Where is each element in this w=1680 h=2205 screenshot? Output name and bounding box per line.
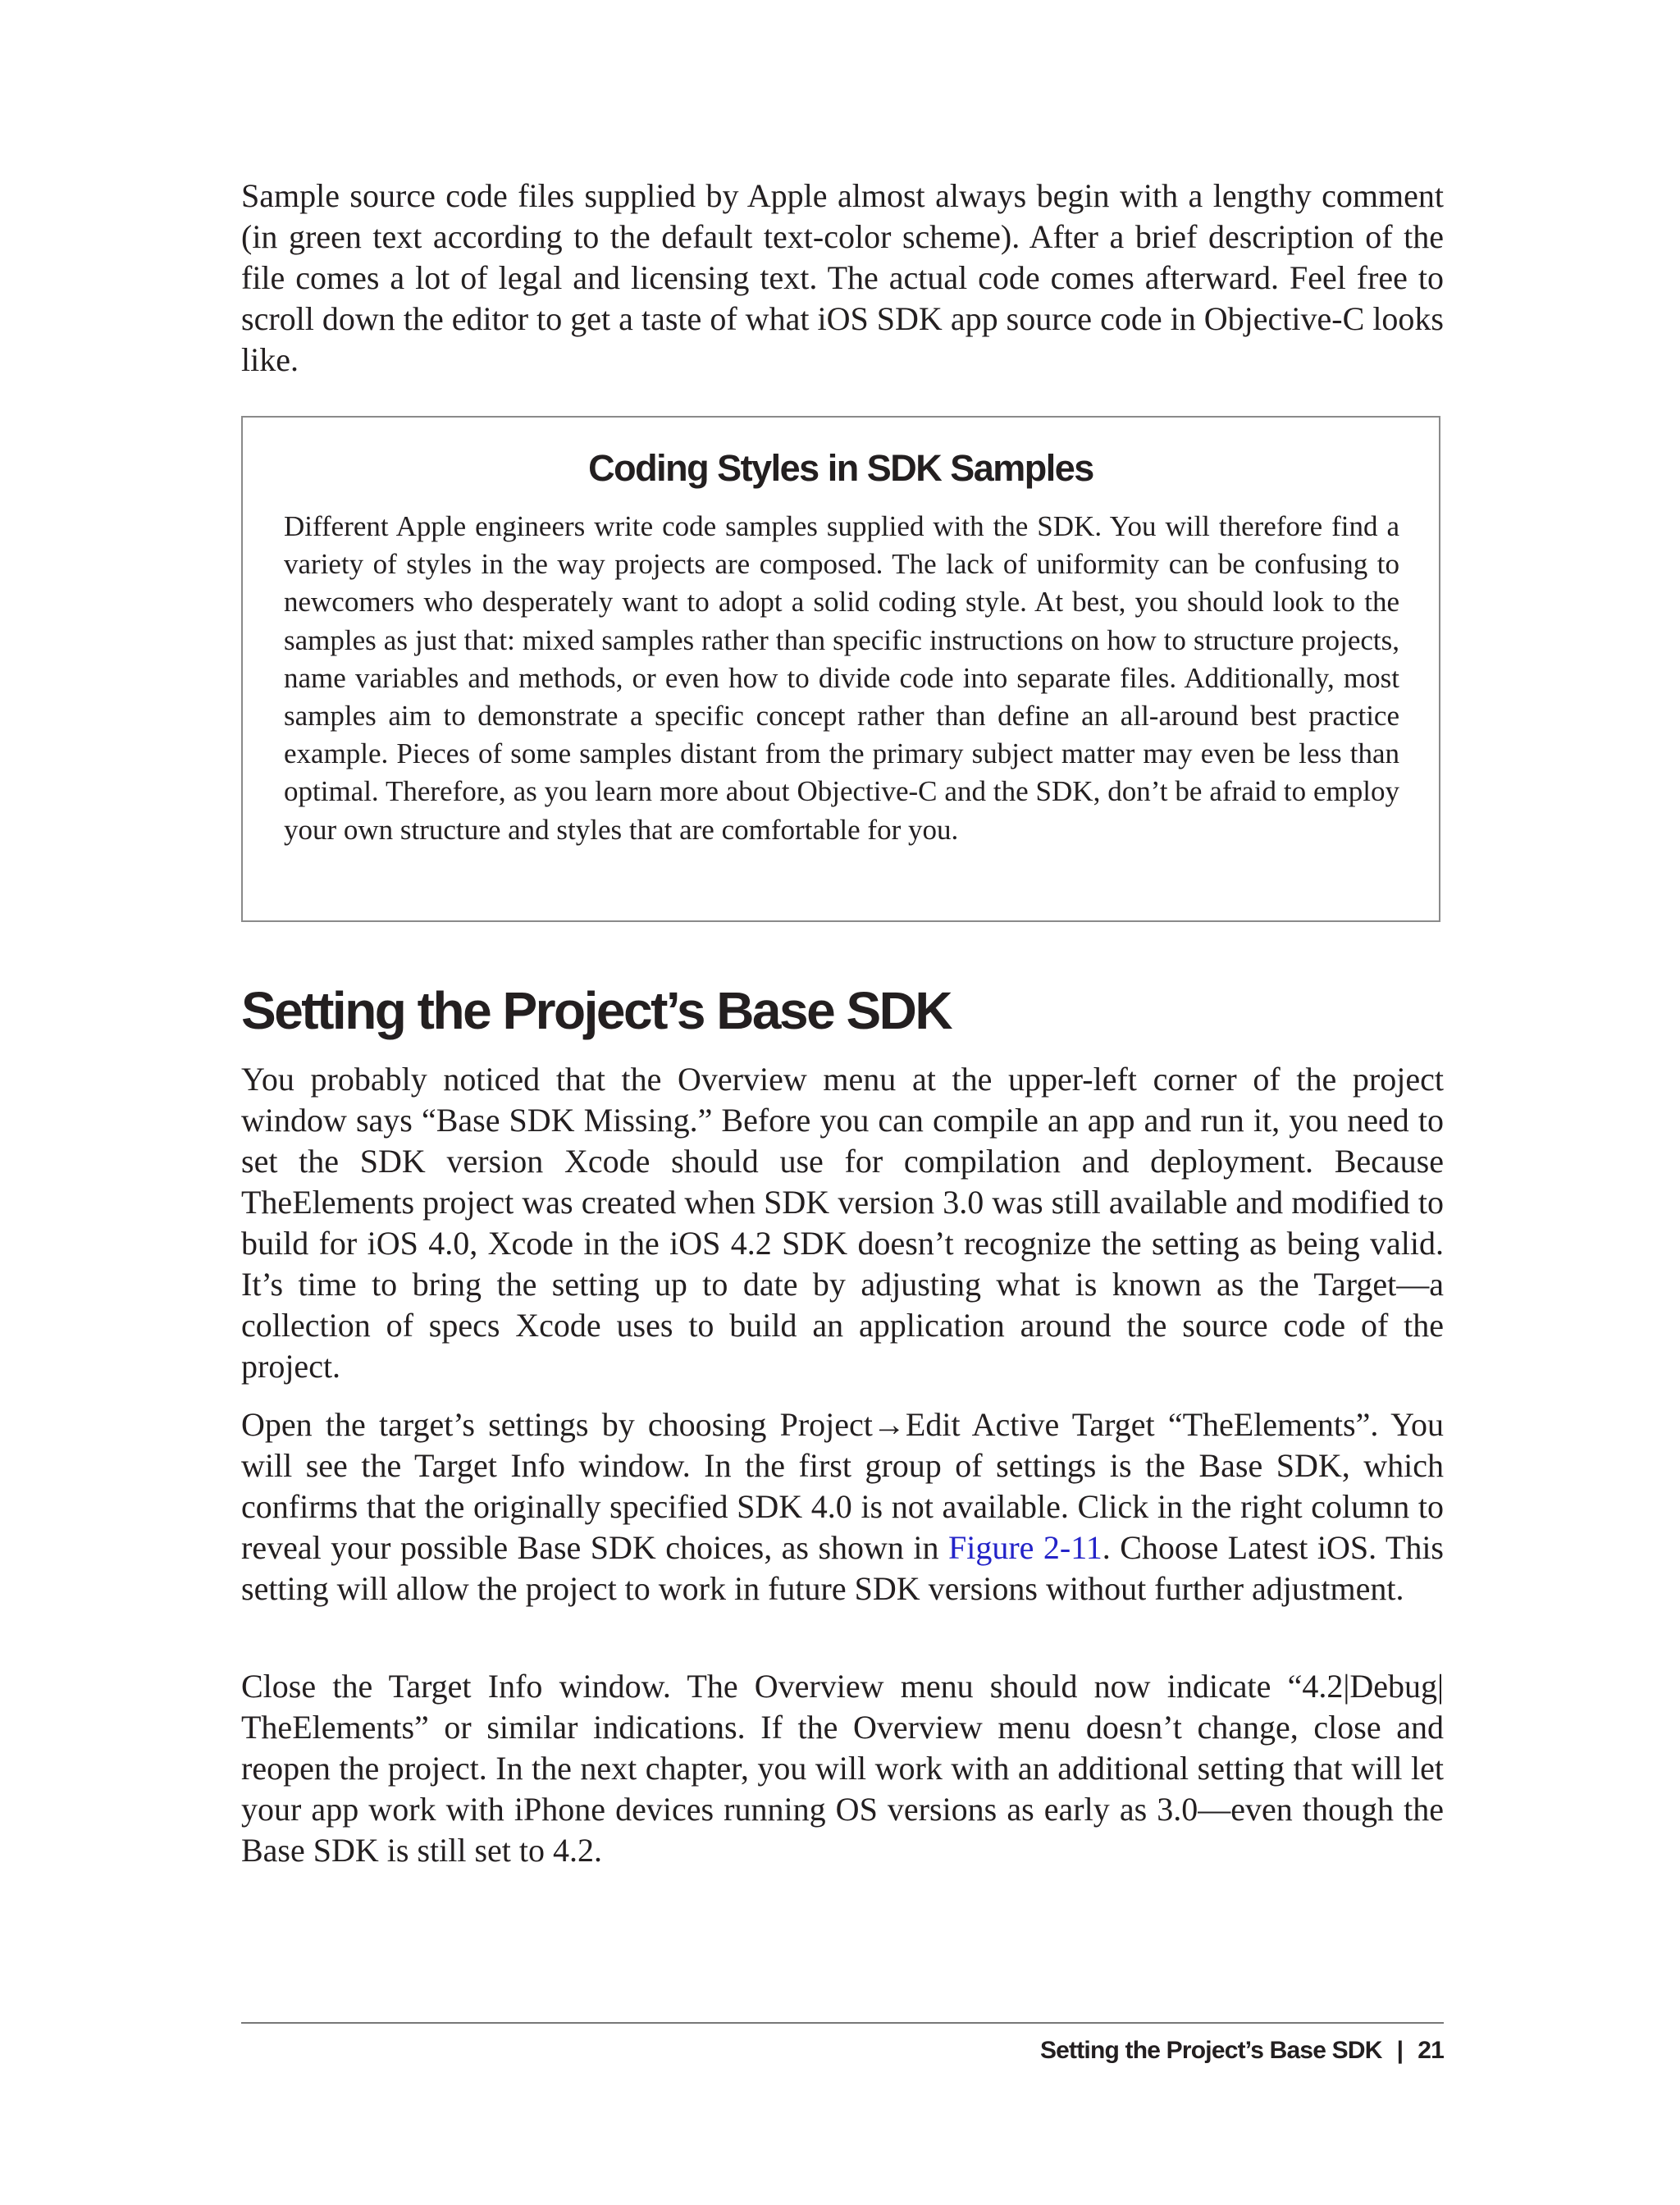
section-paragraph-2 [241, 1404, 1444, 1609]
section-paragraph-1: You probably noticed that the Overview menu at the upper-left corner of the project window says “Base SDK Missing.” Before you can compile an app and run it, you need to set the SDK version Xcode should use for compilation and deployment. Because TheElements project was created when SDK version 3.0 was still available and modified to build for iOS 4.0, Xcode in the iOS 4.2 SDK doesn’t recognize the setting as being valid. It’s time to bring the setting up to date by adjusting what is known as the Target—a collection of specs Xcode uses to build an application around the source code of the project. [241, 1061, 1444, 1385]
footer-running-title: Setting the Project’s Base SDK [1039, 2037, 1382, 2064]
footer-separator: | [1396, 2037, 1404, 2064]
paragraph-2-text-start: Open the target’s settings by choosing Project→Edit Active Target “TheElements”. You will see the Target Info window. In the first group of settings is the Base SDK, which confirms that the originally specified SDK 4.0 is not available. Click in the right column to reveal your possible Base SDK choices, as shown in [241, 1406, 1444, 1566]
figure-2-11-link[interactable]: Figure 2-11 [947, 1529, 1102, 1566]
sidebar-title: Coding Styles in SDK Samples [588, 447, 1093, 489]
sidebar-box [241, 416, 1440, 922]
section-heading: Setting the Project’s Base SDK [241, 981, 952, 1040]
page-footer [1040, 2034, 1444, 2067]
intro-paragraph: Sample source code files supplied by Apple almost always begin with a lengthy comment (in green text according to the default text-color scheme). After a brief description of the file comes a lot of legal and licensing text. The actual code comes afterward. Feel free to scroll down the editor to get a taste of what iOS SDK app source code in Objective-C looks like. [241, 177, 1444, 378]
footer-divider [241, 2022, 1444, 2024]
sidebar-body: Different Apple engineers write code samples supplied with the SDK. You will therefore find a variety of styles in the way projects are composed. The lack of uniformity can be confusing to newcomers who desperately want to adopt a solid coding style. At best, you should look to the samples as just that: mixed samples rather than specific instructions on how to structure projects, name variables and methods, or even how to divide code into separate files. Additionally, most samples aim to demonstrate a specific concept rather than define an all-around best practice example. Pieces of some samples distant from the primary subject matter may even be less than optimal. Therefore, as you learn more about Objective-C and the SDK, don’t be afraid to employ your own structure and styles that are comfortable for you. [284, 510, 1399, 846]
paragraph-2-text-end: . Choose Latest iOS. This setting will allow the project to work in future SDK versions without further adjustment. [241, 1529, 1444, 1607]
section-paragraph-3: Close the Target Info window. The Overview menu should now indicate “4.2|Debug| TheElements” or similar indications. If the Overview menu doesn’t change, close and reopen the project. In the next chapter, you will work with an additional setting that will let your app work with iPhone devices running OS versions as early as 3.0—even though the Base SDK is still set to 4.2. [241, 1668, 1444, 1869]
page-number: 21 [1418, 2037, 1444, 2064]
